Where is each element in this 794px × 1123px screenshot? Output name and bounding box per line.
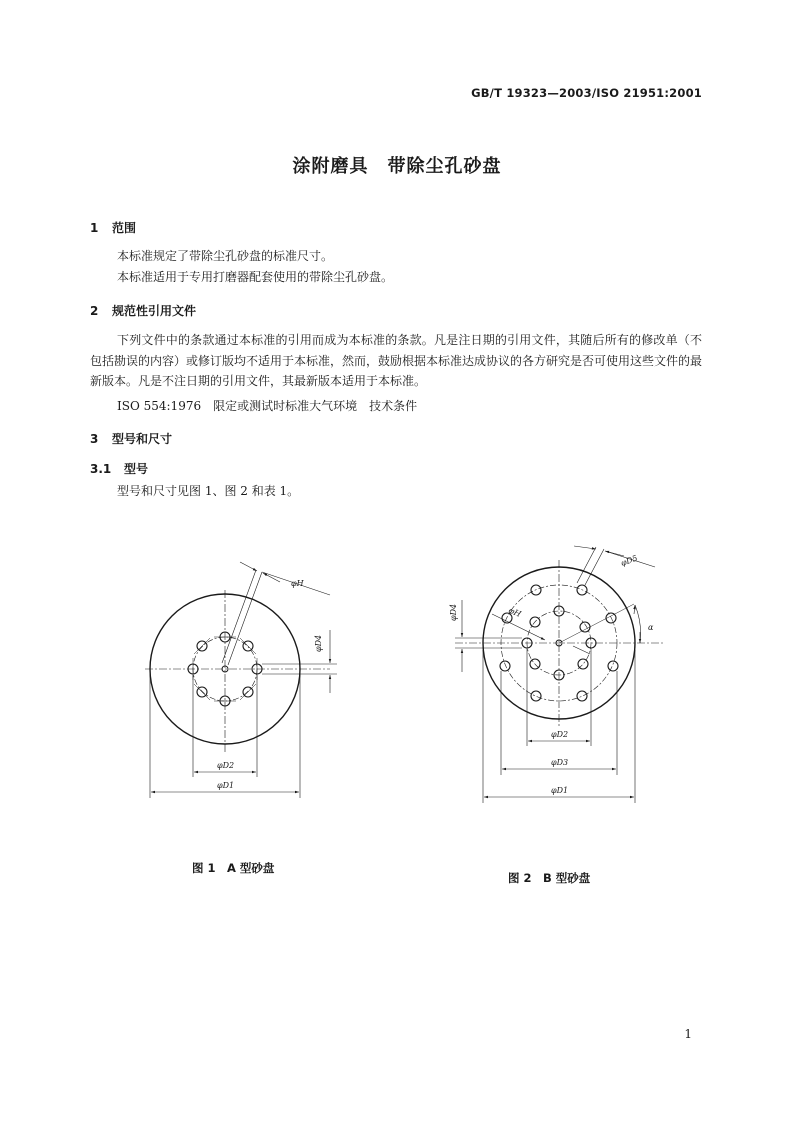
fig1-label-D4: φD4	[314, 634, 323, 652]
fig2-label-D4: φD4	[449, 603, 458, 621]
dust-hole	[531, 691, 541, 701]
iso-reference: ISO 554:1976 限定或测试时标准大气环境 技术条件	[117, 399, 418, 413]
fig1-label-D1: φD1	[217, 781, 235, 790]
fig1-label-H: φH	[291, 579, 304, 588]
section-number: 2	[90, 304, 99, 318]
fig2-label-D1: φD1	[551, 786, 569, 795]
figure-1-disc	[145, 562, 337, 798]
section-title: 范围	[112, 221, 137, 235]
model-text: 型号和尺寸见图 1、图 2 和表 1。	[117, 484, 300, 498]
section-number: 1	[90, 221, 99, 235]
section-title: 规范性引用文件	[112, 304, 197, 318]
section-title: 型号	[124, 462, 149, 476]
references-paragraph: 下列文件中的条款通过本标准的引用而成为本标准的条款。凡是注日期的引用文件，其随后所有的修改单（不包括勘误的内容）或修订版均不适用于本标准，然而，鼓励根据本标准达成协议的各方研究是否可使用这些文件的最新版本。凡是不注日期的引用文件，其最新版本适用于本标准。	[90, 333, 703, 388]
standard-code: GB/T 19323—2003/ISO 21951:2001	[471, 86, 702, 100]
fig1-label-D2: φD2	[217, 761, 235, 770]
dust-hole	[577, 691, 587, 701]
fig2-label-D5: φD5	[619, 553, 639, 568]
page-number: 1	[684, 1027, 692, 1041]
figure-2-caption: 图 2 B 型砂盘	[508, 871, 591, 885]
fig2-label-D3: φD3	[551, 758, 569, 767]
fig2-label-H: φH	[507, 605, 523, 619]
section-number: 3.1	[90, 462, 112, 476]
section-title: 型号和尺寸	[112, 432, 173, 446]
dust-hole	[578, 659, 588, 669]
fig2-label-alpha: α	[648, 623, 654, 632]
dust-hole	[500, 661, 510, 671]
scope-line-2: 本标准适用于专用打磨器配套使用的带除尘孔砂盘。	[117, 270, 394, 284]
fig2-label-D2: φD2	[551, 730, 569, 739]
section-number: 3	[90, 432, 99, 446]
figure-1-caption: 图 1 A 型砂盘	[192, 861, 275, 875]
scope-line-1: 本标准规定了带除尘孔砂盘的标准尺寸。	[117, 249, 334, 263]
dust-hole	[608, 661, 618, 671]
dust-hole	[580, 622, 590, 632]
page-title: 涂附磨具 带除尘孔砂盘	[292, 156, 502, 177]
